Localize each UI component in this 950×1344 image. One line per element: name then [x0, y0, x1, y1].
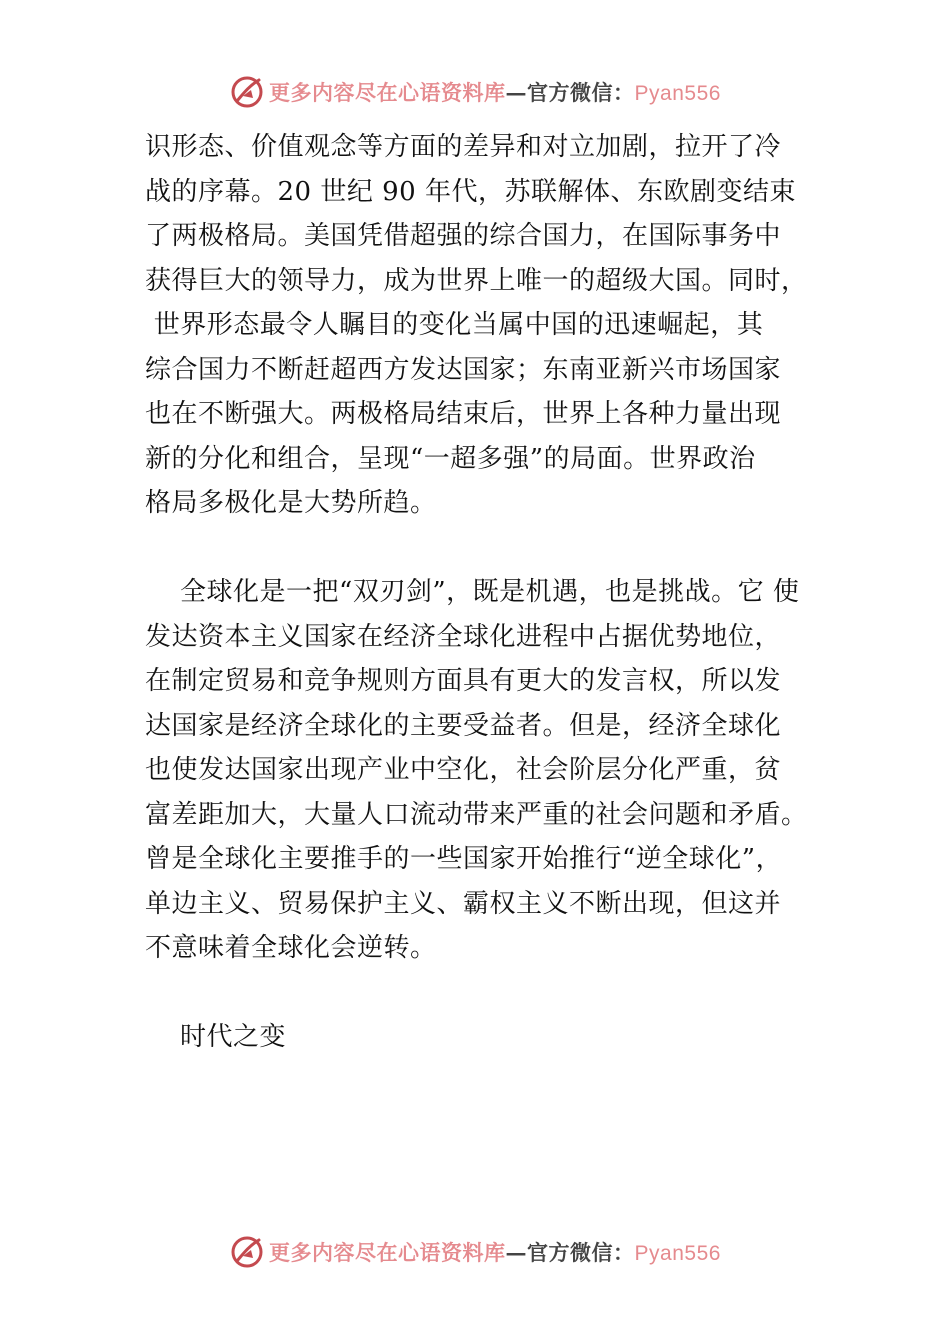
text-line: 战的序幕。20 世纪 90 年代，苏联解体、东欧剧变结束: [145, 176, 796, 207]
text-line: 全球化是一把“双刃剑”，既是机遇，也是挑战。它 使: [145, 577, 800, 607]
footer-watermark: [0, 1232, 950, 1272]
text-line: 识形态、价值观念等方面的差异和对立加剧，拉开了冷: [145, 132, 782, 162]
text-line: 也使发达国家出现产业中空化，社会阶层分化严重，贫: [145, 755, 782, 785]
text-line: 单边主义、贸易保护主义、霸权主义不断出现，但这并: [145, 888, 782, 919]
watermark-separator: —: [505, 1240, 528, 1265]
paragraph-1: [145, 125, 845, 526]
watermark-text: [269, 77, 721, 107]
watermark-account: Pyan556: [634, 82, 721, 105]
watermark-account: Pyan556: [634, 1242, 721, 1265]
text-line: 获得巨大的领导力，成为世界上唯一的超级大国。同时，: [145, 265, 808, 296]
text-line: 综合国力不断赶超西方发达国家；东南亚新兴市场国家: [145, 354, 782, 385]
watermark-label: 官方微信：: [527, 1240, 635, 1265]
watermark-prefix: 更多内容尽在心语资料库: [269, 80, 506, 105]
text-line: 格局多极化是大势所趋。: [145, 488, 437, 518]
text-line: 在制定贸易和竞争规则方面具有更大的发言权，所以发: [145, 666, 782, 696]
text-line: 不意味着全球化会逆转。: [145, 933, 437, 963]
watermark-label: 官方微信：: [527, 80, 635, 105]
watermark-prefix: 更多内容尽在心语资料库: [269, 1240, 506, 1265]
text-line: 了两极格局。美国凭借超强的综合国力，在国际事务中: [145, 221, 782, 251]
paragraph-spacer: [145, 971, 845, 1016]
watermark-logo-icon: [229, 1234, 265, 1270]
text-line: 曾是全球化主要推手的一些国家开始推行“逆全球化”，: [145, 844, 783, 874]
text-line: 世界形态最令人瞩目的变化当属中国的迅速崛起，其: [145, 310, 764, 340]
paragraph-spacer: [145, 526, 845, 571]
text-line: 达国家是经济全球化的主要受益者。但是，经济全球化: [145, 710, 782, 741]
watermark-text: [269, 1237, 721, 1267]
watermark-logo-icon: [229, 74, 265, 110]
document-body: [145, 125, 845, 1060]
text-line: 也在不断强大。两极格局结束后，世界上各种力量出现: [145, 399, 782, 429]
watermark-separator: —: [505, 80, 528, 105]
header-watermark: [0, 72, 950, 112]
section-heading: 时代之变: [145, 1022, 287, 1052]
text-line: 发达资本主义国家在经济全球化进程中占据优势地位，: [145, 621, 782, 652]
text-line: 富差距加大，大量人口流动带来严重的社会问题和矛盾。: [145, 799, 808, 830]
paragraph-2: [145, 570, 845, 971]
text-line: 新的分化和组合，呈现“一超多强”的局面。世界政治: [145, 443, 756, 474]
